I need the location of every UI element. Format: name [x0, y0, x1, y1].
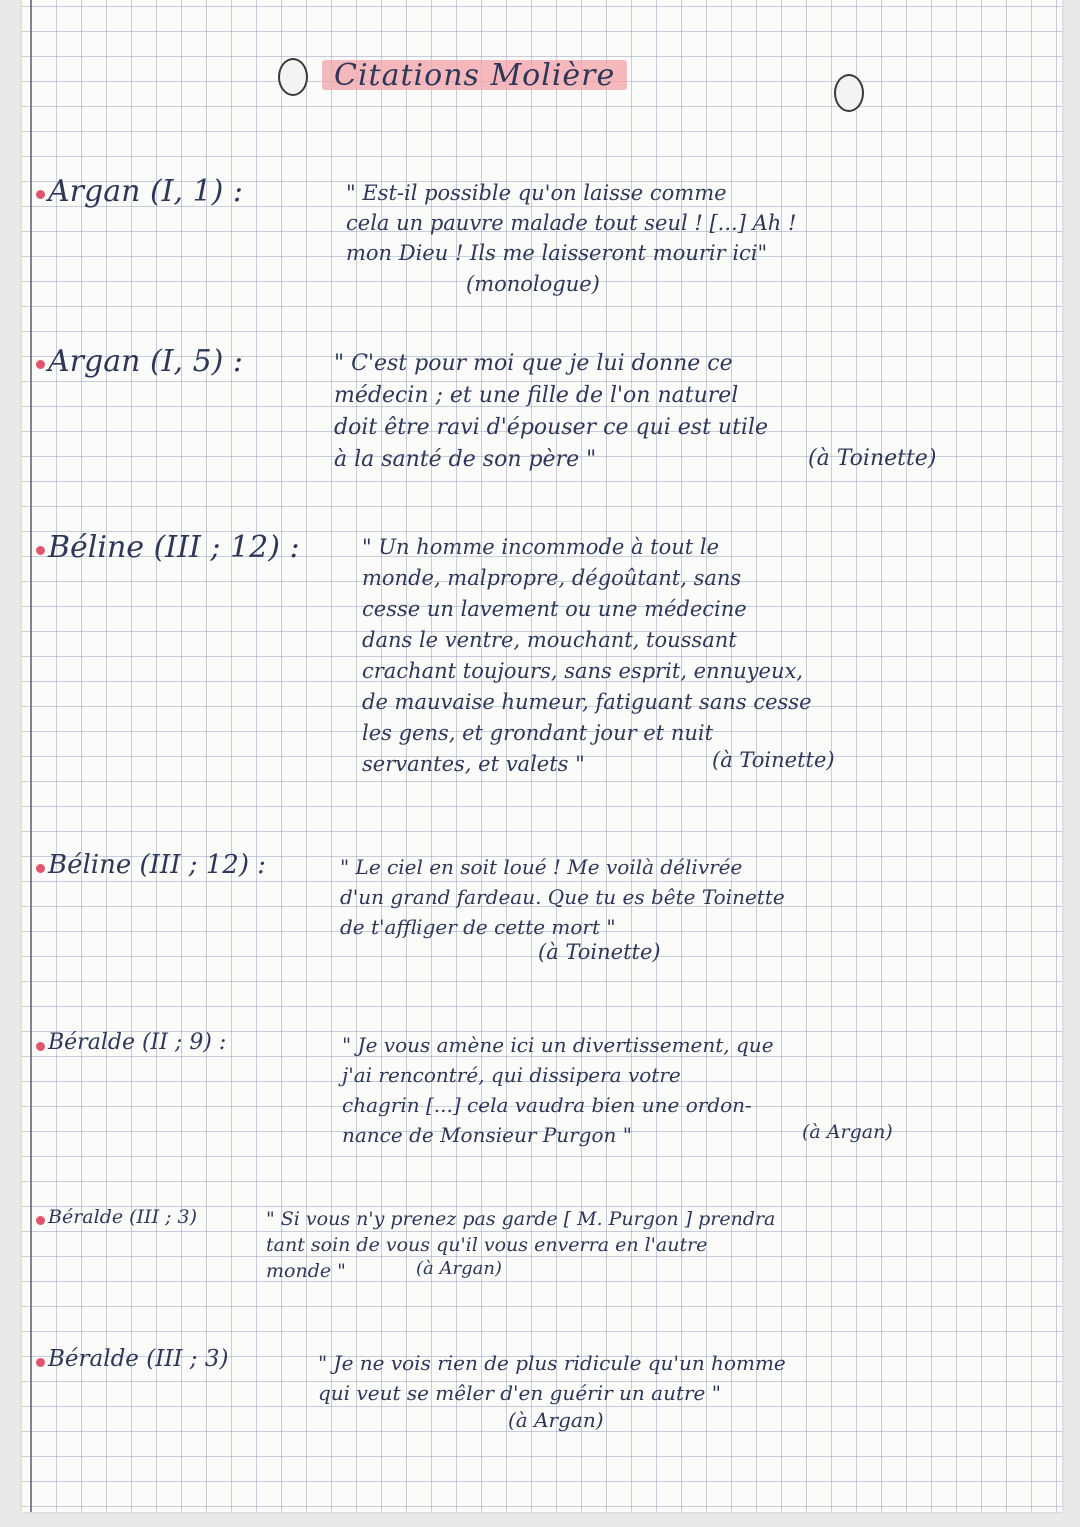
binder-hole-left — [278, 58, 308, 96]
entry-bullet — [36, 1042, 45, 1051]
entry-quote: " Si vous n'y prenez pas garde [ M. Purgon ] prendra tant soin de vous qu'il vous enverra en l'autre monde " — [266, 1208, 776, 1282]
binder-hole-right — [834, 74, 864, 112]
entry-quote: " Je ne vois rien de plus ridicule qu'un homme qui veut se mêler d'en guérir un autre " — [318, 1351, 786, 1405]
entry-bullet — [36, 190, 45, 199]
entry-bullet — [36, 1358, 45, 1367]
entry-context: (monologue) — [466, 272, 600, 296]
entry-bullet — [36, 1216, 45, 1225]
entry-context: (à Toinette) — [538, 940, 661, 964]
page-title: Citations Molière — [334, 57, 616, 93]
entry-quote: " C'est pour moi que je lui donne ce médecin ; et une fille de l'on naturel doit être ravi d'épouser ce qui est utile à la santé de son père " — [334, 351, 769, 472]
entry-context: (à Argan) — [802, 1121, 893, 1143]
entry-bullet — [36, 546, 45, 555]
entry-speaker: Argan (I, 5) : — [48, 344, 244, 379]
entry-context: (à Argan) — [416, 1258, 502, 1279]
entry-speaker: Béralde (III ; 3) — [48, 1346, 229, 1372]
notebook-page — [22, 0, 1062, 1512]
page-title-block — [322, 54, 627, 96]
margin-line — [30, 0, 32, 1512]
entry-speaker: Béline (III ; 12) : — [48, 850, 267, 880]
entry-context: (à Toinette) — [808, 446, 937, 471]
entry-bullet — [36, 360, 45, 369]
entry-context: (à Toinette) — [712, 748, 835, 772]
entry-speaker: Béline (III ; 12) : — [48, 530, 300, 565]
entry-speaker: Béralde (III ; 3) — [48, 1206, 198, 1228]
entry-context: (à Argan) — [508, 1408, 604, 1432]
entry-bullet — [36, 864, 45, 873]
entry-quote: " Un homme incommode à tout le monde, malpropre, dégoûtant, sans cesse un lavement ou une médecine dans le ventre, mouchant, toussant crachant toujours, sans esprit, ennuyeux, de mauvaise humeur, fatiguant sans cesse les gens, et grondant jour et nuit servantes, et valets " — [362, 535, 812, 776]
entry-speaker: Argan (I, 1) : — [48, 174, 244, 209]
entry-quote: " Je vous amène ici un divertissement, que j'ai rencontré, qui dissipera votre chagrin [...] cela vaudra bien une ordon- nance de Monsieur Purgon " — [342, 1033, 774, 1147]
entry-speaker: Béralde (II ; 9) : — [48, 1030, 227, 1055]
entry-quote: " Le ciel en soit loué ! Me voilà délivrée d'un grand fardeau. Que tu es bête Toinette de t'affliger de cette mort " — [340, 855, 785, 939]
entry-quote: " Est-il possible qu'on laisse comme cela un pauvre malade tout seul ! [...] Ah ! mon Dieu ! Ils me laisseront mourir ici" — [346, 181, 797, 265]
